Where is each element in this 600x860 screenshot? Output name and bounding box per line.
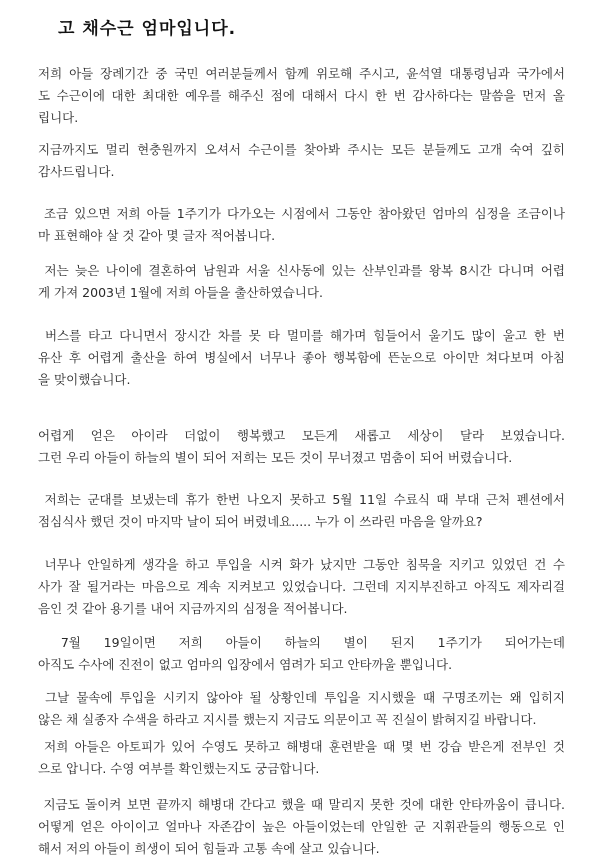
text-line: 않은 채 실종자 수색을 하라고 지시를 했는지 지금도 의문이고 꼭 진실이 밝혀지길 바랍니다. bbox=[38, 712, 537, 727]
text-line: 해서 저의 아들이 희생이 되어 힘들과 고통 속에 살고 있습니다. bbox=[38, 841, 380, 856]
text-line: 지금도 돌이켜 보면 끝까지 해병대 간다고 했을 때 말리지 못한 것에 대한 안타까움이 큽니다. bbox=[38, 797, 565, 812]
text-line: 게 가져 2003년 1월에 저희 아들을 출산하였습니다. bbox=[38, 285, 323, 300]
text-line: 지금까지도 멀리 현충원까지 오셔서 수근이를 찾아봐 주시는 모든 분들께도 고개 숙여 깊히 bbox=[38, 142, 565, 157]
text-line: 점심식사 했던 것이 마지막 날이 되어 버렸네요..... 누가 이 쓰라린 마음을 알까요? bbox=[38, 514, 483, 529]
paragraph bbox=[38, 325, 565, 391]
paragraph bbox=[38, 260, 565, 304]
text-line: 그런 우리 아들이 하늘의 별이 되어 저희는 모든 것이 무너졌고 멈춤이 되어 버렸습니다. bbox=[38, 450, 513, 465]
text-line: 어렵게 얻은 아이라 더없이 행복했고 모든게 새롭고 세상이 달라 보였습니다. bbox=[38, 428, 565, 443]
paragraph bbox=[38, 736, 565, 780]
paragraph bbox=[38, 203, 565, 247]
text-line: 을 맞이했습니다. bbox=[38, 372, 131, 387]
text-line: 7월 19일이면 저희 아들이 하늘의 별이 된지 1주기가 되어가는데 bbox=[38, 635, 565, 650]
paragraph bbox=[38, 632, 565, 676]
text-line: 마 표현해야 살 것 같아 몇 글자 적어봅니다. bbox=[38, 228, 276, 243]
paragraph bbox=[38, 63, 565, 129]
text-line: 저는 늦은 나이에 결혼하여 남원과 서울 신사동에 있는 산부인과를 왕복 8시간 다니며 어렵 bbox=[38, 263, 565, 278]
letter-title: 고 채수근 엄마입니다. bbox=[58, 19, 237, 39]
text-line: 버스를 타고 다니면서 장시간 차를 못 타 멀미를 해가며 힘들어서 울기도 많이 울고 한 번 bbox=[38, 328, 565, 343]
text-line: 조금 있으면 저희 아들 1주기가 다가오는 시점에서 그동안 참아왔던 엄마의 심정을 조금이나 bbox=[38, 206, 565, 221]
paragraph bbox=[38, 425, 565, 469]
text-line: 으로 압니다. 수영 여부를 확인했는지도 궁금합니다. bbox=[38, 761, 320, 776]
paragraph bbox=[38, 489, 565, 533]
text-line: 감사드립니다. bbox=[38, 164, 115, 179]
text-line: 음인 것 같아 용기를 내어 지금까지의 심정을 적어봅니다. bbox=[38, 601, 348, 616]
paragraph bbox=[38, 794, 565, 860]
text-line: 아직도 수사에 진전이 없고 엄마의 입장에서 염려가 되고 안타까울 뿐입니다. bbox=[38, 657, 453, 672]
text-line: 사가 잘 될거라는 마음으로 계속 지켜보고 있었습니다. 그런데 지지부진하고 아직도 제자리걸 bbox=[38, 579, 565, 594]
text-line: 유산 후 어렵게 출산을 하여 병실에서 너무나 좋아 행복함에 뜬눈으로 아이만 쳐다보며 아침 bbox=[38, 350, 565, 365]
text-line: 어떻게 얻은 아이이고 얼마나 자존감이 높은 아들이었는데 안일한 군 지휘관들의 행동으로 인 bbox=[38, 819, 565, 834]
text-line: 너무나 안일하게 생각을 하고 투입을 시켜 화가 났지만 그동안 침묵을 지키고 있었던 건 수 bbox=[38, 557, 565, 572]
paragraph bbox=[38, 554, 565, 620]
text-line: 도 수근이에 대한 최대한 예우를 해주신 점에 대해서 다시 한 번 감사하다는 말씀을 먼저 올 bbox=[38, 88, 565, 103]
text-line: 저희 아들은 아토피가 있어 수영도 못하고 해병대 훈련받을 때 몇 번 강습 받은게 전부인 것 bbox=[38, 739, 565, 754]
text-line: 그날 물속에 투입을 시키지 않아야 될 상황인데 투입을 지시했을 때 구명조끼는 왜 입히지 bbox=[38, 690, 565, 705]
paragraph bbox=[38, 139, 565, 183]
paragraph bbox=[38, 687, 565, 731]
text-line: 저희는 군대를 보냈는데 휴가 한번 나오지 못하고 5월 11일 수료식 때 부대 근처 펜션에서 bbox=[38, 492, 565, 507]
text-line: 립니다. bbox=[38, 110, 79, 125]
text-line: 저희 아들 장례기간 중 국민 여러분들께서 함께 위로해 주시고, 윤석열 대통령님과 국가에서 bbox=[38, 66, 565, 81]
